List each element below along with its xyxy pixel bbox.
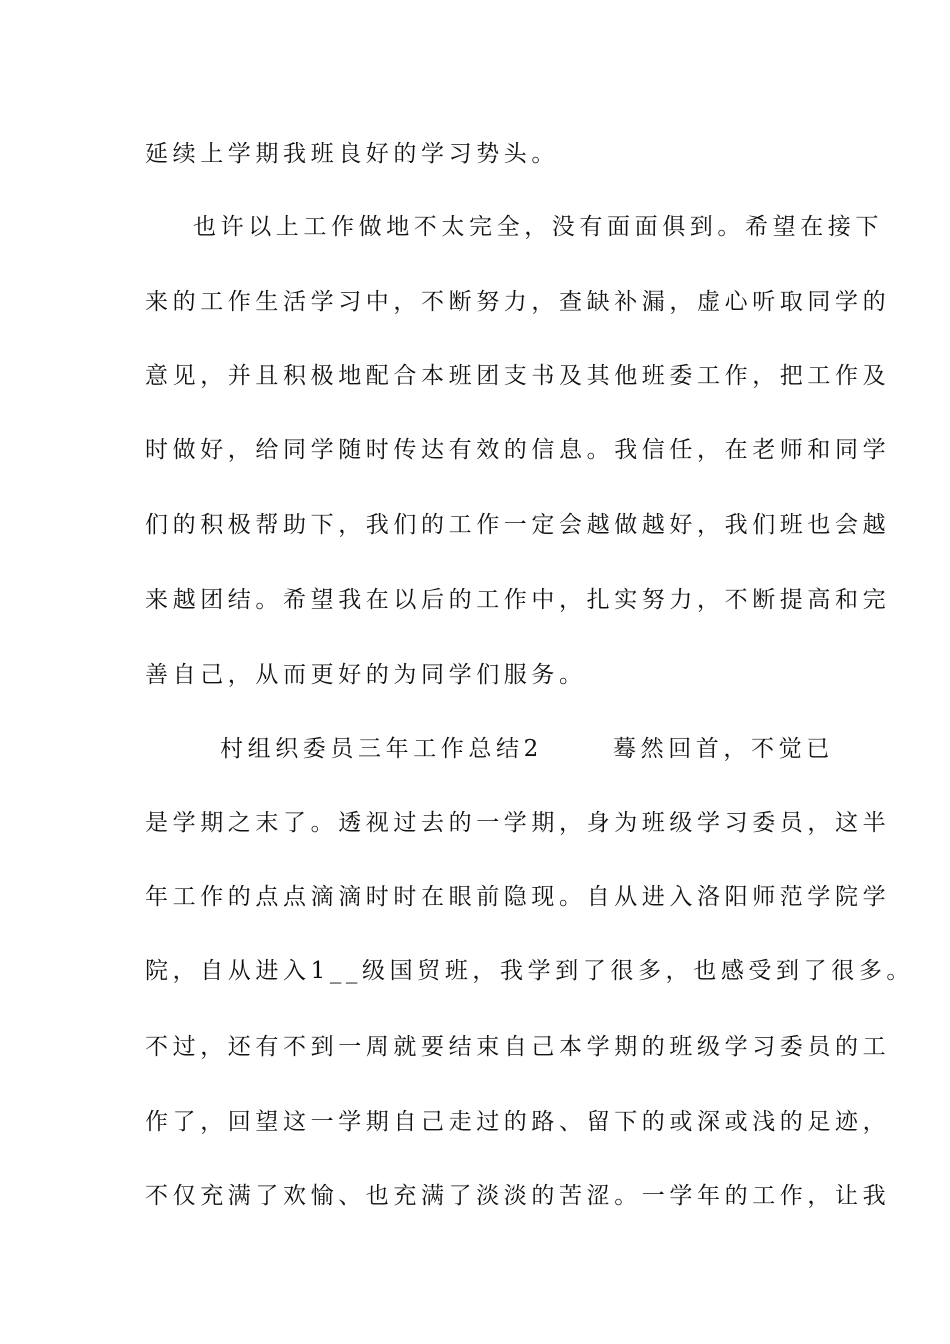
text-line: 来越团结。希望我在以后的工作中，扎实努力，不断提高和完 <box>145 587 891 613</box>
text-line: 善自己，从而更好的为同学们服务。 <box>145 662 587 688</box>
text-line: 延续上学期我班良好的学习势头。 <box>145 141 559 167</box>
text-line: 是学期之末了。透视过去的一学期，身为班级学习委员，这半 <box>145 810 891 836</box>
text-line: 们的积极帮助下，我们的工作一定会越做越好，我们班也会越 <box>145 512 891 538</box>
text-line: 年工作的点点滴滴时时在眼前隐现。自从进入洛阳师范学院学 <box>145 884 891 910</box>
paragraph-first-line: 也许以上工作做地不太完全，没有面面俱到。希望在接下 <box>193 214 883 240</box>
section-heading: 村组织委员三年工作总结2 <box>220 736 543 762</box>
heading-trailing-text: 蓦然回首，不觉已 <box>613 736 834 762</box>
text-line: 不过，还有不到一周就要结束自己本学期的班级学习委员的工 <box>145 1034 891 1060</box>
text-line: 时做好，给同学随时传达有效的信息。我信任，在老师和同学 <box>145 437 891 463</box>
text-line: 来的工作生活学习中，不断努力，查缺补漏，虚心听取同学的 <box>145 289 891 315</box>
text-line: 作了，回望这一学期自己走过的路、留下的或深或浅的足迹， <box>145 1109 891 1135</box>
text-line: 意见，并且积极地配合本班团支书及其他班委工作，把工作及 <box>145 363 891 389</box>
text-line: 不仅充满了欢愉、也充满了淡淡的苦涩。一学年的工作，让我 <box>145 1183 891 1209</box>
text-line: 院，自从进入1__级国贸班，我学到了很多，也感受到了很多。 <box>145 958 915 984</box>
